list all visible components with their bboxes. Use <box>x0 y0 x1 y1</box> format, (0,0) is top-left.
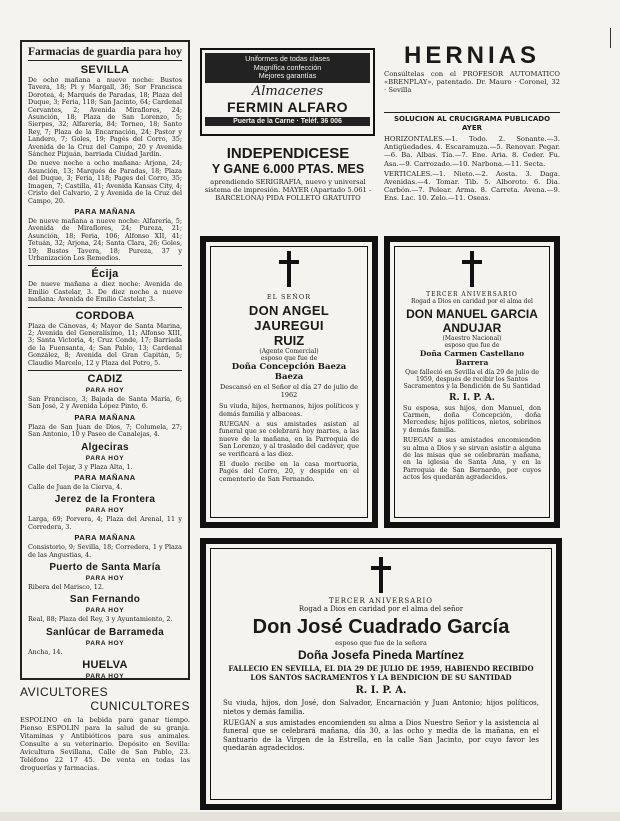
town-algeciras: Algeciras <box>81 441 129 453</box>
obit2-body2: RUEGAN a sus amistades encomienden su alma a Dios y se sirvan asistir a alguna de las misas que se celebrarán mañana, en la iglesia de Santa Ana, y en la Parroquia de San Bernardo, por cuyos actos les quedarán agradecidos. <box>403 436 541 482</box>
serigrafia-head1: INDEPENDICESE <box>226 145 350 162</box>
jerez-hoy: Larga, 69; Porvera, 4; Plaza del Arenal, 11 y Corredera, 3. <box>28 515 182 531</box>
alfaro-script: Almacenes <box>251 83 324 99</box>
hernias-body: Consúltelas con el PROFESOR AUTOMATICO «BRENPLAY», patentado. Dr. Mauro · Coronel, 32 · Sevilla <box>384 70 560 95</box>
sevilla-night: De nueve noche a ocho mañana: Arjona, 24; Asunción, 13; Marqués de Paradas, 18; Plaza del Duque, 3; Feria, 118; Pages del Corro, 35; Imagen, 7; Castilla, 41; Avenida Kansas City, 4; Cristo del Calvario, 2 y Avenida de la Cruz del Campo, 20. <box>28 159 182 205</box>
obit3-pre: TERCER ANIVERSARIO <box>328 597 434 605</box>
sevilla-manana-label: PARA MAÑANA <box>74 206 136 216</box>
sevilla-day: De ocho mañana a nueve noche: Bustos Tavera, 18; Pi y Margall, 36; Sor Francisca Dorotea, 4; Marqués de Paradas, 18; Plaza del Duque, 3; Feria, 118; San Jacinto, 64; Cardenal Cervantes, 2; Avenida Miraflores, 24; Asunción, 18; Plaza de San Lorenzo, 5; Sierpes, 32; Alfarería, 84; Torneo, 18; Santo Rey, 7; Plaza de la Encarnación, 24; Pastor y Landero, 7; Goles, 19; Pagés del Corro, 35; Avenida de la Cruz del Campo, 20 y Avenida Sánchez Pizjuán, barriada Ciudad Jardín. <box>28 76 182 159</box>
obit2-name2: ANDUJAR <box>442 321 502 335</box>
cadiz-manana-label: PARA MAÑANA <box>74 412 136 422</box>
jerez-manana: Consistorio, 9; Sevilla, 18; Corredera, 1 y Plaza de las Angustias, 4. <box>28 543 182 559</box>
obit3-pre2: Rogad a Dios en caridad por el alma del señor <box>298 605 464 613</box>
alfaro-tag2: Magnífica confección <box>253 62 322 72</box>
alfaro-address: Puerta de la Carne · Teléf. 36 006 <box>205 117 370 126</box>
serigrafia-head2: Y GANE 6.000 PTAS. MES <box>211 162 365 176</box>
sanfernando-hoy-label: PARA HOY <box>85 607 125 615</box>
hernias-head: HERNIAS <box>403 42 540 69</box>
obituary-jauregui <box>200 236 378 528</box>
cross-icon <box>278 251 300 287</box>
ecija-text: De nueve mañana a diez noche: Avenida de Emilio Castelar, 3. De diez noche a nueve mañana: Avenida de Emilio Castelar, 3. <box>28 280 182 304</box>
obit1-pre: EL SEÑOR <box>266 293 312 301</box>
obit2-pre2: Rogad a Dios en caridad por el alma del <box>411 298 533 305</box>
jerez-hoy-label: PARA HOY <box>85 507 125 515</box>
crossword-solution <box>384 112 560 225</box>
town-sanlucar: Sanlúcar de Barrameda <box>45 626 165 638</box>
obit2-role: (Maestro Nacional) <box>442 335 502 342</box>
alfaro-name: FERMIN ALFARO <box>226 98 349 115</box>
obit1-esposo: esposo que fue de <box>260 355 318 362</box>
edge-mark <box>610 28 611 48</box>
obit3-name: Don José Cuadrado García <box>252 616 510 638</box>
obit3-died: FALLECIO EN SEVILLA, EL DIA 29 DE JULIO DE 1959, HABIENDO RECIBIDO LOS SANTOS SACRAMENTOS Y LA BENDICION DE SU SANTIDAD <box>228 664 534 682</box>
town-cadiz: CADIZ <box>28 370 182 385</box>
cross-icon <box>370 557 392 593</box>
obit3-body2: RUEGAN a sus amistades encomienden su alma a Dios Nuestro Señor y la asistencia al funeral que se celebrará mañana, día 30, a las ocho y media de la mañana, en el Santuario de la Virgen de la Estrella, en la calle San Jacinto, por cuyo favor les quedarán agradecidos. <box>223 719 539 753</box>
hernias-ad <box>384 42 560 110</box>
obit1-wife: Doña Concepción Baeza Baeza <box>231 362 347 382</box>
sevilla-manana: De nueve mañana a nueve noche: Alfarería, 5; Avenida de Miraflores, 24; Pureza, 21; Asunción, 18; Feria, 106; Alfonso XII, 41; Tetuán, 32; Arjona, 24; Santa Clara, 26; Goles, 19; Bustos Tavera, 18; Pureza, 37 y Urbanización Los Remedios. <box>28 216 182 262</box>
obit2-died: Que falleció en Sevilla el día 29 de julio de 1959, después de recibir los Santos Sacramentos y la Bendición de Su Santidad <box>403 369 541 391</box>
serigrafia-body: aprendiendo SERIGRAFIA, nuevo y universal sistema de impresión. MAYER (Apartado 5.061 - BARCELONA) PIDA FOLLETO GRATUITO <box>204 178 372 203</box>
alfaro-banner <box>205 53 370 83</box>
town-puerto: Puerto de Santa María <box>49 562 161 574</box>
cadiz-hoy-label: PARA HOY <box>85 387 125 394</box>
alfaro-ad <box>200 48 375 136</box>
obit1-role: (Agente Comercial) <box>259 348 319 355</box>
town-jerez: Jerez de la Frontera <box>54 494 156 506</box>
town-sevilla: SEVILLA <box>80 64 130 76</box>
cadiz-hoy: San Francisco, 3; Bajada de Santa María, 6; San José, 2 y Avenida López Pinto, 6. <box>28 395 182 411</box>
town-ecija: Écija <box>28 265 182 280</box>
obit2-name1: DON MANUEL GARCIA <box>406 307 538 321</box>
obit1-body2: RUEGAN a sus amistades asistan al funeral que se celebrará hoy martes, a las nueve de la mañana, en la Parroquia de San Lorenzo, y al traslado del cadáver, que se verificará a las diez. <box>219 420 359 458</box>
crossword-horizontal: HORIZONTALES.—1. Todo. 2. Sonante.—3. Antigüedades. 4. Escaramuza.—5. Renovar. Pegar.—6. Ba. Albas. Tía.—7. Ene. Aria. 8. Ceder. Fu. Asa.—9. Carrozado.—10. Narbona.—11. Secta. <box>384 135 560 168</box>
obit2-esposo: esposo que fue de <box>444 342 500 349</box>
alfaro-tag3: Mejores garantías <box>258 71 317 81</box>
avicultores-ad <box>20 685 190 810</box>
algeciras-hoy: Calle del Tejar, 3 y Plaza Alta, 1. <box>28 462 133 471</box>
avicultores-body: ESPOLINO en la bebida para ganar tiempo. Pienso ESPOLIN para la salud de su granja. Vitaminas y Antibióticos para sus animales. Consulte a su veterinario. Depósito en Sevilla: Avicultura Sevillana, Calle de San Pablo, 23. Teléfono 22 17 45. De venta en todas las droguerías y farmacias. <box>20 716 190 772</box>
obituary-cuadrado-inner <box>210 548 552 800</box>
algeciras-manana: Calle de Juan de la Cierva, 4. <box>28 483 123 492</box>
obit1-died: Descansó en el Señor el día 27 de julio de 1962 <box>219 383 358 399</box>
obituary-jauregui-inner <box>210 246 368 518</box>
obit3-body1: Su viuda, hijos, don José, don Salvador, Encarnación y Juan Antonio; hijos políticos, nietos y demás familia. <box>223 699 539 716</box>
obit3-wife: Doña Josefa Pineda Martínez <box>297 648 465 662</box>
crossword-vertical: VERTICALES.—1. Nieto.—2. Aosta. 3. Daga. Avenidas.—4. Tomar. Tib. 5. Alboroto. 6. Dia. Carbón.—7. Pelear. Arma. 8. Carreta. Avena.—9. Ens. Lac. 10. Zelo.—11. Oseas. <box>384 169 560 203</box>
sanlucar-hoy: Ancha, 14. <box>28 647 63 656</box>
avicultores-title: AVICULTORES <box>20 685 109 699</box>
algeciras-hoy-label: PARA HOY <box>85 454 125 462</box>
obit1-body3: El duelo recibe en la casa mortuoria, Pagés del Corro, 20, y despide en el cementerio de San Fernando. <box>219 460 359 483</box>
serigrafia-ad <box>198 145 378 227</box>
obit2-wife: Doña Carmen Castellano Barrera <box>419 349 525 367</box>
cunicultores-title: CUNICULTORES <box>90 699 190 713</box>
town-huelva: HUELVA <box>82 659 128 672</box>
sanfernando-hoy: Real, 88; Plaza del Rey, 3 y Ayuntamiento, 2. <box>28 615 173 624</box>
obit3-esposo: esposo que fue de la señora <box>335 639 427 647</box>
puerto-hoy-label: PARA HOY <box>85 575 125 583</box>
algeciras-manana-label: PARA MAÑANA <box>74 473 136 483</box>
jerez-manana-label: PARA MAÑANA <box>74 533 136 543</box>
town-sanfernando: San Fernando <box>69 594 141 606</box>
huelva-hoy-label: PARA HOY <box>85 673 125 680</box>
obit2-rip: R. I. P. A. <box>449 392 495 403</box>
obit2-body1: Su esposa, sus hijos, don Manuel, don Carmen, doña Concepción, doña Mercedes; hijos políticos, nietos, sobrinos y demás familia. <box>403 403 541 434</box>
cordoba-text: Plaza de Cánovas, 4; Mayor de Santa Marina, 2; Avenida del Generalísimo, 11; Alfonso XIII, 3; Santa Victoria, 4; Cruz Conde, 17; Barriada de la Fuensanta, 4; San Pablo, 13; Cardenal González, 8; Avenida del Gran Capitán, 5; Claudio Marcelo, 12 y Plaza del Potro, 5. <box>28 321 182 367</box>
page-bottom-edge <box>0 812 620 821</box>
obit1-name2: RUIZ <box>273 333 305 348</box>
obit1-name1: DON ANGEL JAUREGUI <box>248 303 330 333</box>
cross-icon <box>461 251 483 287</box>
town-cordoba: CORDOBA <box>28 307 182 322</box>
obit3-rip: R. I. P. A. <box>355 685 407 697</box>
alfaro-tag1: Uniformes de todas clases <box>245 54 330 63</box>
pharmacy-column <box>20 40 190 680</box>
obit2-pre: TERCER ANIVERSARIO <box>426 291 518 298</box>
crossword-title: SOLUCION AL CRUCIGRAMA PUBLICADO AYER <box>393 115 551 132</box>
sanlucar-hoy-label: PARA HOY <box>85 639 125 647</box>
pharmacy-title: Farmacias de guardia para hoy <box>28 46 182 61</box>
obituary-cuadrado <box>200 538 562 810</box>
obit1-body1: Su viuda, hijos, hermanos, hijos políticos y demás familia y albaceas. <box>219 402 359 418</box>
cadiz-manana: Plaza de San Juan de Dios, 7; Columela, 27; San Antonio, 10 y Paseo de Canalejas, 4. <box>28 422 182 439</box>
puerto-hoy: Ribera del Marisco, 12. <box>28 583 104 592</box>
obituary-garcia-inner <box>394 246 550 518</box>
obituary-garcia-andujar <box>384 236 560 528</box>
